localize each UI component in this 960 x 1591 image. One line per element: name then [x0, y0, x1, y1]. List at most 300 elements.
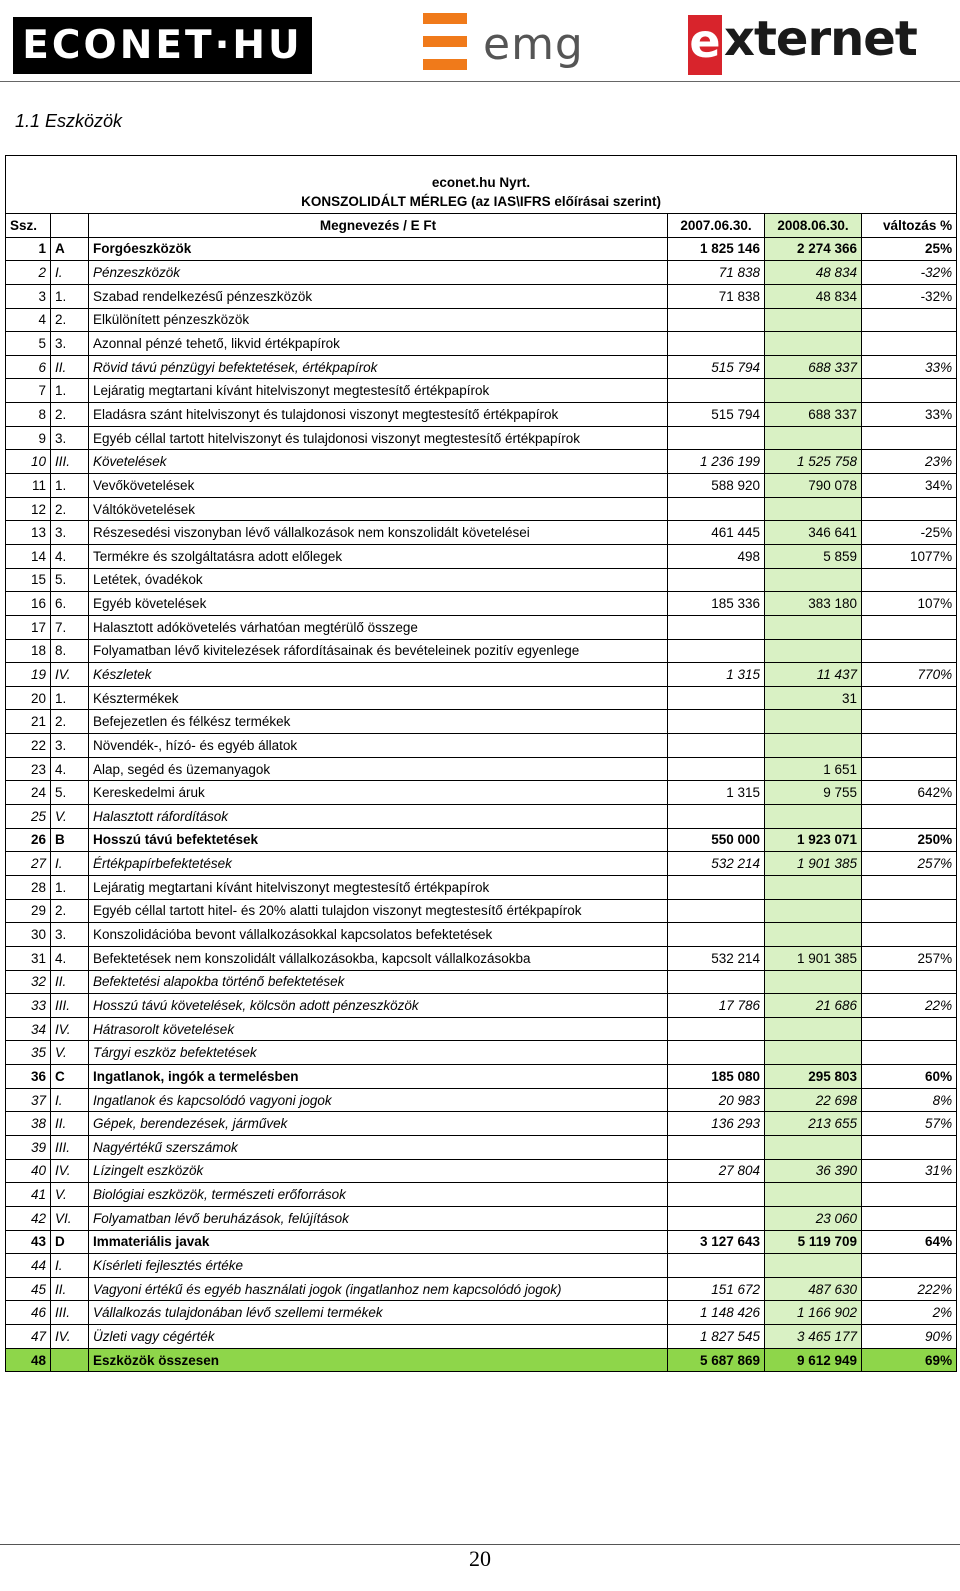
- row-label: Váltókövetelések: [89, 497, 668, 521]
- value-2008: 9 755: [765, 781, 862, 805]
- change-percent: [862, 923, 957, 947]
- row-number: 27: [6, 852, 51, 876]
- row-label: Befektetések nem konszolidált vállalkozásokba, kapcsolt vállalkozásokba: [89, 946, 668, 970]
- value-2008: [765, 1017, 862, 1041]
- row-code: 4.: [51, 544, 89, 568]
- row-number: 34: [6, 1017, 51, 1041]
- value-2008: 21 686: [765, 994, 862, 1018]
- row-label: Letétek, óvadékok: [89, 568, 668, 592]
- value-2007: 1 825 146: [668, 237, 765, 261]
- row-label: Befektetési alapokba történő befektetések: [89, 970, 668, 994]
- row-label: Nagyértékű szerszámok: [89, 1135, 668, 1159]
- value-2007: 588 920: [668, 474, 765, 498]
- table-title-cell: [6, 156, 957, 214]
- value-2007: [668, 426, 765, 450]
- table-row: [6, 308, 957, 332]
- value-2007: 71 838: [668, 284, 765, 308]
- value-2007: 27 804: [668, 1159, 765, 1183]
- change-percent: [862, 970, 957, 994]
- row-number: 37: [6, 1088, 51, 1112]
- change-percent: 1077%: [862, 544, 957, 568]
- row-code: I.: [51, 1088, 89, 1112]
- value-2008: 213 655: [765, 1112, 862, 1136]
- change-percent: [862, 686, 957, 710]
- value-2007: 3 127 643: [668, 1230, 765, 1254]
- value-2007: 136 293: [668, 1112, 765, 1136]
- row-number: 1: [6, 237, 51, 261]
- change-percent: [862, 1206, 957, 1230]
- table-row: [6, 899, 957, 923]
- col-header-code: [51, 214, 89, 238]
- value-2007: 151 672: [668, 1277, 765, 1301]
- row-number: 16: [6, 592, 51, 616]
- row-code: 7.: [51, 615, 89, 639]
- table-row: [6, 710, 957, 734]
- col-header-ssz: Ssz.: [6, 214, 51, 238]
- row-number: 2: [6, 261, 51, 285]
- row-code: C: [51, 1065, 89, 1089]
- row-number: 46: [6, 1301, 51, 1325]
- change-percent: [862, 1041, 957, 1065]
- value-2007: 532 214: [668, 852, 765, 876]
- value-2007: 461 445: [668, 521, 765, 545]
- table-row: [6, 1348, 957, 1372]
- change-percent: [862, 332, 957, 356]
- row-number: 26: [6, 828, 51, 852]
- row-number: 21: [6, 710, 51, 734]
- col-header-2008: 2008.06.30.: [765, 214, 862, 238]
- table-row: [6, 781, 957, 805]
- value-2007: [668, 1135, 765, 1159]
- table-header-row: [6, 214, 957, 238]
- table-row: [6, 1041, 957, 1065]
- change-percent: [862, 426, 957, 450]
- row-number: 7: [6, 379, 51, 403]
- change-percent: [862, 615, 957, 639]
- value-2007: 1 315: [668, 781, 765, 805]
- row-number: 6: [6, 355, 51, 379]
- row-label: Halasztott ráfordítások: [89, 805, 668, 829]
- row-code: 6.: [51, 592, 89, 616]
- row-number: 19: [6, 663, 51, 687]
- change-percent: 33%: [862, 355, 957, 379]
- value-2008: 383 180: [765, 592, 862, 616]
- row-label: Eszközök összesen: [89, 1348, 668, 1372]
- table-row: [6, 521, 957, 545]
- externet-logo-text: xternet: [724, 11, 917, 67]
- emg-bar-middle: [423, 36, 467, 47]
- value-2007: [668, 923, 765, 947]
- table-title-row: [6, 156, 957, 214]
- table-row: [6, 639, 957, 663]
- row-number: 15: [6, 568, 51, 592]
- value-2008: 48 834: [765, 284, 862, 308]
- row-number: 20: [6, 686, 51, 710]
- row-code: III.: [51, 1301, 89, 1325]
- value-2008: 1 166 902: [765, 1301, 862, 1325]
- change-percent: [862, 734, 957, 758]
- value-2007: [668, 1183, 765, 1207]
- value-2007: 550 000: [668, 828, 765, 852]
- table-row: [6, 734, 957, 758]
- change-percent: 642%: [862, 781, 957, 805]
- table-row: [6, 1301, 957, 1325]
- row-code: A: [51, 237, 89, 261]
- table-row: [6, 1206, 957, 1230]
- change-percent: 2%: [862, 1301, 957, 1325]
- row-number: 40: [6, 1159, 51, 1183]
- table-row: [6, 261, 957, 285]
- row-code: 1.: [51, 379, 89, 403]
- row-number: 44: [6, 1254, 51, 1278]
- row-code: 1.: [51, 875, 89, 899]
- change-percent: 64%: [862, 1230, 957, 1254]
- row-code: 2.: [51, 899, 89, 923]
- row-label: Rövid távú pénzügyi befektetések, értékpapírok: [89, 355, 668, 379]
- table-row: [6, 497, 957, 521]
- value-2008: 1 923 071: [765, 828, 862, 852]
- change-percent: 60%: [862, 1065, 957, 1089]
- change-percent: -32%: [862, 284, 957, 308]
- value-2008: 688 337: [765, 403, 862, 427]
- externet-logo: [688, 11, 948, 75]
- table-row: [6, 615, 957, 639]
- row-code: 5.: [51, 568, 89, 592]
- col-header-change: változás %: [862, 214, 957, 238]
- row-label: Konszolidációba bevont vállalkozásokkal kapcsolatos befektetések: [89, 923, 668, 947]
- table-row: [6, 1088, 957, 1112]
- row-code: IV.: [51, 1017, 89, 1041]
- row-code: 3.: [51, 426, 89, 450]
- row-label: Egyéb céllal tartott hitel- és 20% alatti tulajdon viszonyt megtestesítő értékpapírok: [89, 899, 668, 923]
- value-2008: 36 390: [765, 1159, 862, 1183]
- row-label: Egyéb céllal tartott hitelviszonyt és tulajdonosi viszonyt megtestesítő értékpapírok: [89, 426, 668, 450]
- row-number: 25: [6, 805, 51, 829]
- row-number: 48: [6, 1348, 51, 1372]
- row-number: 11: [6, 474, 51, 498]
- row-number: 22: [6, 734, 51, 758]
- row-number: 45: [6, 1277, 51, 1301]
- value-2008: 1 651: [765, 757, 862, 781]
- row-label: Egyéb követelések: [89, 592, 668, 616]
- row-label: Vagyoni értékű és egyéb használati jogok (ingatlanhoz nem kapcsolódó jogok): [89, 1277, 668, 1301]
- row-code: 2.: [51, 710, 89, 734]
- row-number: 36: [6, 1065, 51, 1089]
- value-2008: 5 859: [765, 544, 862, 568]
- table-row: [6, 592, 957, 616]
- value-2007: 71 838: [668, 261, 765, 285]
- value-2007: [668, 1254, 765, 1278]
- table-row: [6, 1112, 957, 1136]
- row-label: Biológiai eszközök, természeti erőforrások: [89, 1183, 668, 1207]
- row-code: [51, 1348, 89, 1372]
- row-label: Tárgyi eszköz befektetések: [89, 1041, 668, 1065]
- value-2008: 790 078: [765, 474, 862, 498]
- table-row: [6, 284, 957, 308]
- value-2007: 185 080: [668, 1065, 765, 1089]
- row-label: Alap, segéd és üzemanyagok: [89, 757, 668, 781]
- table-row: [6, 946, 957, 970]
- change-percent: [862, 1135, 957, 1159]
- row-label: Ingatlanok és kapcsolódó vagyoni jogok: [89, 1088, 668, 1112]
- change-percent: [862, 875, 957, 899]
- change-percent: 107%: [862, 592, 957, 616]
- value-2008: 11 437: [765, 663, 862, 687]
- value-2007: 1 236 199: [668, 450, 765, 474]
- row-label: Növendék-, hízó- és egyéb állatok: [89, 734, 668, 758]
- value-2008: 487 630: [765, 1277, 862, 1301]
- value-2007: [668, 757, 765, 781]
- table-row: [6, 426, 957, 450]
- value-2007: [668, 568, 765, 592]
- value-2007: 17 786: [668, 994, 765, 1018]
- row-code: 2.: [51, 403, 89, 427]
- row-code: I.: [51, 852, 89, 876]
- value-2007: 515 794: [668, 355, 765, 379]
- value-2008: 9 612 949: [765, 1348, 862, 1372]
- row-number: 31: [6, 946, 51, 970]
- table-title: KONSZOLIDÁLT MÉRLEG (az IAS\IFRS előírásai szerint): [301, 194, 661, 209]
- row-code: V.: [51, 1041, 89, 1065]
- balance-sheet-table: [5, 155, 956, 1372]
- row-label: Eladásra szánt hitelviszonyt és tulajdonosi viszonyt megtestesítő értékpapírok: [89, 403, 668, 427]
- row-label: Hátrasorolt követelések: [89, 1017, 668, 1041]
- row-code: II.: [51, 970, 89, 994]
- value-2007: [668, 1017, 765, 1041]
- value-2008: [765, 899, 862, 923]
- change-percent: 90%: [862, 1325, 957, 1349]
- table-row: [6, 923, 957, 947]
- row-code: 2.: [51, 308, 89, 332]
- value-2008: [765, 1135, 862, 1159]
- row-code: VI.: [51, 1206, 89, 1230]
- row-number: 14: [6, 544, 51, 568]
- value-2007: [668, 805, 765, 829]
- page-number: 20: [469, 1546, 491, 1571]
- row-code: I.: [51, 261, 89, 285]
- row-number: 35: [6, 1041, 51, 1065]
- row-number: 41: [6, 1183, 51, 1207]
- value-2008: 48 834: [765, 261, 862, 285]
- row-number: 4: [6, 308, 51, 332]
- value-2007: [668, 332, 765, 356]
- change-percent: 25%: [862, 237, 957, 261]
- row-code: B: [51, 828, 89, 852]
- row-label: Forgóeszközök: [89, 237, 668, 261]
- table-row: [6, 852, 957, 876]
- row-label: Pénzeszközök: [89, 261, 668, 285]
- value-2008: [765, 1041, 862, 1065]
- emg-logo: [423, 13, 583, 75]
- row-code: II.: [51, 1112, 89, 1136]
- row-label: Szabad rendelkezésű pénzeszközök: [89, 284, 668, 308]
- row-number: 47: [6, 1325, 51, 1349]
- row-label: Folyamatban lévő beruházások, felújítások: [89, 1206, 668, 1230]
- row-label: Követelések: [89, 450, 668, 474]
- table-row: [6, 544, 957, 568]
- row-code: 3.: [51, 734, 89, 758]
- value-2007: 185 336: [668, 592, 765, 616]
- change-percent: [862, 639, 957, 663]
- row-label: Lejáratig megtartani kívánt hitelviszonyt megtestesítő értékpapírok: [89, 379, 668, 403]
- value-2008: [765, 1254, 862, 1278]
- table-row: [6, 1325, 957, 1349]
- table-row: [6, 828, 957, 852]
- row-number: 24: [6, 781, 51, 805]
- change-percent: -25%: [862, 521, 957, 545]
- table-row: [6, 1254, 957, 1278]
- row-code: V.: [51, 805, 89, 829]
- value-2007: [668, 308, 765, 332]
- value-2007: 1 148 426: [668, 1301, 765, 1325]
- row-code: 1.: [51, 474, 89, 498]
- value-2008: 2 274 366: [765, 237, 862, 261]
- row-number: 42: [6, 1206, 51, 1230]
- change-percent: 22%: [862, 994, 957, 1018]
- value-2008: 346 641: [765, 521, 862, 545]
- value-2007: [668, 686, 765, 710]
- row-label: Befejezetlen és félkész termékek: [89, 710, 668, 734]
- row-label: Kereskedelmi áruk: [89, 781, 668, 805]
- value-2007: [668, 615, 765, 639]
- change-percent: [862, 497, 957, 521]
- row-number: 32: [6, 970, 51, 994]
- table-row: [6, 403, 957, 427]
- change-percent: [862, 1183, 957, 1207]
- change-percent: 57%: [862, 1112, 957, 1136]
- value-2007: 515 794: [668, 403, 765, 427]
- value-2007: 1 827 545: [668, 1325, 765, 1349]
- change-percent: 34%: [862, 474, 957, 498]
- change-percent: 69%: [862, 1348, 957, 1372]
- table-row: [6, 474, 957, 498]
- value-2007: [668, 710, 765, 734]
- row-number: 28: [6, 875, 51, 899]
- table-row: [6, 568, 957, 592]
- change-percent: 257%: [862, 946, 957, 970]
- row-code: IV.: [51, 663, 89, 687]
- value-2007: [668, 734, 765, 758]
- value-2008: [765, 379, 862, 403]
- change-percent: [862, 805, 957, 829]
- row-label: Részesedési viszonyban lévő vállalkozások nem konszolidált követelései: [89, 521, 668, 545]
- table-row: [6, 355, 957, 379]
- table-row: [6, 686, 957, 710]
- row-label: Gépek, berendezések, járművek: [89, 1112, 668, 1136]
- table-row: [6, 1230, 957, 1254]
- table-row: [6, 1159, 957, 1183]
- value-2008: [765, 1183, 862, 1207]
- value-2007: 532 214: [668, 946, 765, 970]
- value-2008: [765, 710, 862, 734]
- row-code: III.: [51, 1135, 89, 1159]
- row-code: I.: [51, 1254, 89, 1278]
- footer-divider: [0, 1544, 960, 1545]
- value-2008: [765, 615, 862, 639]
- value-2007: 5 687 869: [668, 1348, 765, 1372]
- row-code: III.: [51, 450, 89, 474]
- change-percent: [862, 308, 957, 332]
- table-row: [6, 757, 957, 781]
- row-code: V.: [51, 1183, 89, 1207]
- table-row: [6, 1017, 957, 1041]
- value-2007: [668, 875, 765, 899]
- change-percent: [862, 379, 957, 403]
- change-percent: [862, 1017, 957, 1041]
- value-2007: 1 315: [668, 663, 765, 687]
- col-header-label: Megnevezés / E Ft: [89, 214, 668, 238]
- row-number: 38: [6, 1112, 51, 1136]
- row-code: 3.: [51, 332, 89, 356]
- value-2007: [668, 639, 765, 663]
- row-number: 18: [6, 639, 51, 663]
- row-code: 8.: [51, 639, 89, 663]
- value-2008: [765, 332, 862, 356]
- table-row: [6, 805, 957, 829]
- value-2007: [668, 899, 765, 923]
- value-2007: [668, 1206, 765, 1230]
- value-2007: [668, 379, 765, 403]
- value-2008: [765, 923, 862, 947]
- row-label: Hosszú távú befektetések: [89, 828, 668, 852]
- value-2008: 1 901 385: [765, 852, 862, 876]
- row-label: Ingatlanok, ingók a termelésben: [89, 1065, 668, 1089]
- change-percent: [862, 710, 957, 734]
- row-label: Lejáratig megtartani kívánt hitelviszonyt megtestesítő értékpapírok: [89, 875, 668, 899]
- change-percent: 770%: [862, 663, 957, 687]
- row-label: Immateriális javak: [89, 1230, 668, 1254]
- row-label: Hosszú távú követelések, kölcsön adott pénzeszközök: [89, 994, 668, 1018]
- row-code: 4.: [51, 757, 89, 781]
- row-number: 29: [6, 899, 51, 923]
- value-2007: 498: [668, 544, 765, 568]
- change-percent: [862, 757, 957, 781]
- row-number: 12: [6, 497, 51, 521]
- row-code: 1.: [51, 284, 89, 308]
- row-label: Készletek: [89, 663, 668, 687]
- table-row: [6, 450, 957, 474]
- row-code: 2.: [51, 497, 89, 521]
- row-label: Kísérleti fejlesztés értéke: [89, 1254, 668, 1278]
- change-percent: -32%: [862, 261, 957, 285]
- emg-bar-top: [423, 13, 467, 24]
- value-2007: [668, 970, 765, 994]
- row-code: II.: [51, 355, 89, 379]
- value-2008: 5 119 709: [765, 1230, 862, 1254]
- change-percent: 8%: [862, 1088, 957, 1112]
- row-number: 9: [6, 426, 51, 450]
- value-2007: [668, 1041, 765, 1065]
- row-number: 3: [6, 284, 51, 308]
- row-label: Üzleti vagy cégérték: [89, 1325, 668, 1349]
- change-percent: 257%: [862, 852, 957, 876]
- row-label: Lízingelt eszközök: [89, 1159, 668, 1183]
- change-percent: [862, 899, 957, 923]
- row-number: 17: [6, 615, 51, 639]
- section-title: 1.1 Eszközök: [15, 111, 123, 131]
- value-2008: [765, 970, 862, 994]
- row-label: Vállalkozás tulajdonában lévő szellemi termékek: [89, 1301, 668, 1325]
- row-number: 23: [6, 757, 51, 781]
- row-label: Vevőkövetelések: [89, 474, 668, 498]
- row-code: D: [51, 1230, 89, 1254]
- table-row: [6, 875, 957, 899]
- emg-logo-text: emg: [483, 19, 584, 70]
- change-percent: 222%: [862, 1277, 957, 1301]
- value-2007: [668, 497, 765, 521]
- row-number: 39: [6, 1135, 51, 1159]
- value-2008: [765, 805, 862, 829]
